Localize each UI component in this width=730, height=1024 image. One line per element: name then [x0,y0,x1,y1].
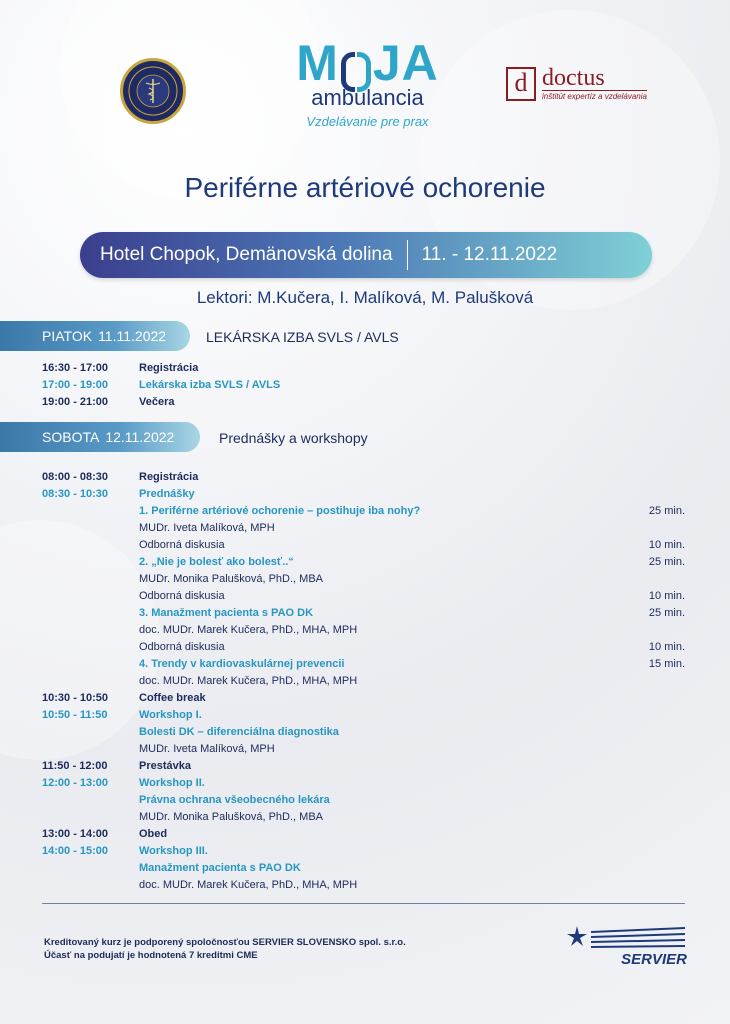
day1-label: PIATOK [42,328,93,344]
day2-duration: 10 min. [648,641,685,653]
day2-row [0,522,730,538]
day2-duration: 25 min. [648,505,685,517]
doctus-name: doctus [542,65,605,91]
footer-text [44,936,406,962]
doctus-logo [506,66,647,101]
doctus-letter: d [506,67,536,101]
day2-item: doc. MUDr. Marek Kučera, PhD., MHA, MPH [139,675,358,687]
day2-time: 14:00 - 15:00 [42,845,109,857]
day2-item: Odborná diskusia [139,539,225,551]
venue-dates: 11. - 12.11.2022 [421,244,558,265]
day2-item: doc. MUDr. Marek Kučera, PhD., MHA, MPH [139,879,358,891]
day2-item: Registrácia [139,471,199,483]
day2-row [0,709,730,725]
day2-item: Prednášky [139,488,195,500]
moja-ambulancia-logo [295,35,440,129]
day1-row [0,362,730,378]
day1-item: Lekárska izba SVLS / AVLS [139,379,281,391]
day2-bar [0,422,200,452]
day2-item: Workshop III. [139,845,208,857]
venue-bar [80,232,652,278]
moja-o-mark [341,48,371,82]
day2-desc: Prednášky a workshopy [219,430,368,446]
day2-item: Obed [139,828,168,840]
day2-row [0,743,730,759]
day2-label: SOBOTA [42,429,100,445]
day2-time: 08:30 - 10:30 [42,488,109,500]
footer-line1: Kreditovaný kurz je podporený spoločnosťou SERVIER SLOVENSKO spol. s.r.o. [44,937,406,948]
day2-item: 1. Periférne artériové ochorenie – postihuje iba nohy? [139,505,421,517]
day2-row [0,760,730,776]
day2-row [0,607,730,623]
day1-item: Večera [139,396,175,408]
lecturers: Lektori: M.Kučera, I. Malíková, M. Palušková [196,288,534,307]
day1-row [0,379,730,395]
servier-star-icon [565,924,687,954]
day2-item: Bolesti DK – diferenciálna diagnostika [139,726,339,738]
day2-row [0,641,730,657]
day2-row [0,556,730,572]
venue-place: Hotel Chopok, Demänovská dolina [100,244,393,265]
seal-logo [120,58,186,124]
day2-item: Coffee break [139,692,206,704]
day1-date: 11.11.2022 [98,328,167,344]
day2-row [0,777,730,793]
day2-row [0,624,730,640]
day2-row [0,488,730,504]
day2-item: MUDr. Iveta Malíková, MPH [139,522,275,534]
venue-divider [407,240,408,270]
footer-line2: Účasť na podujatí je hodnotená 7 kreditmi CME [44,950,258,961]
day2-row [0,675,730,691]
day2-date: 12.11.2022 [105,429,175,445]
day2-time: 13:00 - 14:00 [42,828,109,840]
moja-m: M [296,35,339,91]
day2-time: 10:50 - 11:50 [42,709,108,721]
day2-row [0,811,730,827]
footer-divider [42,903,685,904]
day2-item: MUDr. Monika Palušková, PhD., MBA [139,811,324,823]
page-title: Periférne artériové ochorenie [184,172,546,203]
day2-duration: 10 min. [648,539,685,551]
day2-item: Právna ochrana všeobecného lekára [139,794,330,806]
day2-row [0,692,730,708]
day1-time: 19:00 - 21:00 [42,396,109,408]
day2-time: 10:30 - 10:50 [42,692,109,704]
day1-row [0,396,730,412]
day2-item: Odborná diskusia [139,590,225,602]
day2-row [0,471,730,487]
day1-time: 16:30 - 17:00 [42,362,109,374]
day2-item: MUDr. Iveta Malíková, MPH [139,743,275,755]
moja-sub: ambulancia [311,85,424,110]
day2-duration: 25 min. [648,556,685,568]
day2-item: Workshop II. [139,777,205,789]
day2-row [0,828,730,844]
day2-time: 11:50 - 12:00 [42,760,108,772]
day2-row [0,794,730,810]
day2-row [0,879,730,895]
day2-duration: 15 min. [648,658,685,670]
day2-item: Prestávka [139,760,191,772]
day2-item: 3. Manažment pacienta s PAO DK [139,607,314,619]
day1-time: 17:00 - 19:00 [42,379,109,391]
day2-duration: 10 min. [648,590,685,602]
moja-ja: JA [372,35,439,91]
day2-time: 08:00 - 08:30 [42,471,109,483]
day2-item: Manažment pacienta s PAO DK [139,862,301,874]
day2-duration: 25 min. [648,607,685,619]
day2-item: 4. Trendy v kardiovaskulárnej prevencii [139,658,345,670]
doctus-tagline: inštitút expertíz a vzdelávania [542,92,647,101]
day1-desc: LEKÁRSKA IZBA SVLS / AVLS [206,329,399,345]
day2-row [0,726,730,742]
day2-time: 12:00 - 13:00 [42,777,109,789]
caduceus-icon [126,64,180,118]
day2-item: doc. MUDr. Marek Kučera, PhD., MHA, MPH [139,624,358,636]
day2-item: 2. „Nie je bolesť ako bolesť..“ [139,556,294,568]
day2-row [0,590,730,606]
day2-row [0,505,730,521]
day2-item: Workshop I. [139,709,202,721]
day2-row [0,658,730,674]
day2-row [0,845,730,861]
day2-row [0,862,730,878]
day2-row [0,573,730,589]
day1-bar [0,321,190,351]
day2-item: Odborná diskusia [139,641,225,653]
servier-name: SERVIER [621,951,687,968]
day2-item: MUDr. Monika Palušková, PhD., MBA [139,573,324,585]
day1-item: Registrácia [139,362,199,374]
servier-logo [565,924,687,970]
moja-tagline: Vzdelávanie pre prax [306,114,429,129]
day2-row [0,539,730,555]
